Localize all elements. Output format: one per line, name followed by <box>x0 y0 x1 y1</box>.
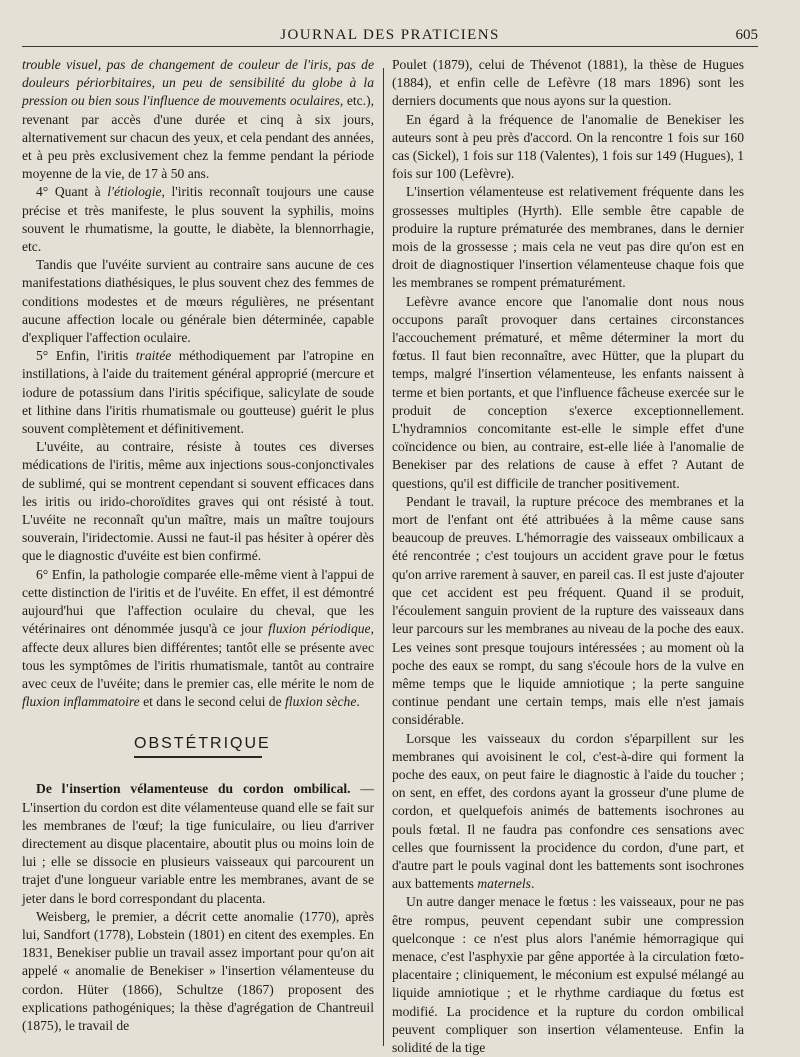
paragraph: Poulet (1879), celui de Thévenot (1881), la thèse de Hugues (1884), et enfin celle de Lefèvre (18 mars 1896) sont les derniers documents que nous ayons sur la question. <box>392 57 744 109</box>
paragraph: L'uvéite, au contraire, résiste à toutes ces diverses médications de l'iritis, même aux injections sous-conjonctivales de sublimé, qui se montrent cependant si souvent efficaces dans les iritis ou irido-choroïdites graves qui ont résisté à tout. L'uvéite ne reconnaît qu'un maître, mais un maître toujours souverain, l'iridectomie. Aussi ne faut-il pas hésiter à opérer dès que le diagnostic d'uvéite est bien confirmé. <box>22 439 374 564</box>
column-divider <box>383 68 384 1046</box>
text-run: , affecte deux allures bien différentes; tantôt elle se présente avec tous les symptômes de l'iritis rhumatismale, tantôt au contraire avec ceux de l'uvéite; dans le premier cas, elle mérite le nom de <box>22 621 374 691</box>
paragraph <box>22 780 374 907</box>
article-title: De l'insertion vélamenteuse du cordon ombilical. <box>36 781 351 797</box>
italic-text: traitée <box>135 348 172 364</box>
italic-text: trouble visuel, pas de changement de couleur de l'iris, pas de douleurs périorbitaires, un peu de sensibilité du globe à la pression ou bien sous l'influence de mouvements oculaires, <box>22 57 374 109</box>
text-run: 5° Enfin, l'iritis <box>36 348 136 364</box>
paragraph: L'insertion vélamenteuse est relativement fréquente dans les grossesses multiples (Hyrth). Elle semble être capable de produire la rupture prématurée des membranes, dans le dernier mois de la grossesse ; mais cela ne veut pas dire qu'on est en droit de diagnostiquer l'insertion vélamenteuse chaque fois que les membranes se rompent prématurément. <box>392 184 744 291</box>
italic-text: fluxion périodique <box>268 621 371 637</box>
text-columns <box>22 56 760 1057</box>
paragraph: Lefèvre avance encore que l'anomalie dont nous nous occupons paraît provoquer dans certaines circonstances l'accouchement prématuré, et même déterminer la mort du fœtus. Il faut bien reconnaître, avec Hütter, que la plupart du temps, malgré l'insertion vélamenteuse, les enfants naissent à terme et bien portants, et que l'influence fâcheuse exercée sur le produit de conception s'exerce exceptionnellement. L'hydramnios concomitante est-elle le simple effet d'une coïncidence ou bien, au contraire, est-elle liée à l'anomalie de Benekiser par des relations de cause à effet ? Autant de questions, qu'il est difficile de trancher positivement. <box>392 293 744 491</box>
text-run: Lorsque les vaisseaux du cordon s'éparpillent sur les membranes qui avoisinent le col, c'est-à-dire qui forment la poche des eaux, on peut faire le diagnostic à l'aide du toucher ; on sent, en effet, des cordons ayant la grosseur d'une plume de cordon, et quelquefois animés de battements isochrones au pouls fœtal. Il ne faudra pas confondre ces sensations avec celles que fournissent la procidence du cordon, d'une part, et d'autre part le pouls vaginal dont les battements sont isochrones aux battements <box>392 730 744 892</box>
right-column <box>392 56 744 1055</box>
text-run: . <box>356 694 360 710</box>
running-head <box>22 22 758 47</box>
text-run: . <box>530 876 535 892</box>
paragraph: Weisberg, le premier, a décrit cette anomalie (1770), après lui, Sandfort (1778), Lobstein (1801) en citent des exemples. En 1831, Benekiser publie un travail assez important pour qu'on ait appelé « anomalie de Benekiser » l'insertion vélamenteuse du cordon. Hüter (1866), Schultze (1867) proposent des explications pathogéniques; la thèse d'agrégation de Chantreuil (1875), le travail de <box>22 908 374 1033</box>
left-column <box>22 56 374 1046</box>
paragraph <box>22 566 374 712</box>
paragraph: Un autre danger menace le fœtus : les vaisseaux, pour ne pas être rompus, peuvent cependant subir une compression quelconque : ce n'est plus alors l'anémie hémorragique qui menace, c'est l'asphyxie par gêne apportée à la circulation fœto-placentaire ; cliniquement, le méconium est expulsé mélangé au liquide amniotique ; et le rhythme cardiaque du fœtus est modifié. La procidence et la rupture du cordon ombilical peuvent compliquer son insertion vélamenteuse. Enfin la solidité de la tige <box>392 894 744 1055</box>
text-run: 6° Enfin, la pathologie comparée elle-même vient à l'appui de cette distinction de l'iritis et de l'uvéite. En effet, il est démontré aujourd'hui que l'affection oculaire du cheval, que les vétérinaires ont dénommée jusqu'à ce jour <box>22 566 374 637</box>
paragraph: En égard à la fréquence de l'anomalie de Benekiser les auteurs sont à peu près d'accord. On la rencontre 1 fois sur 160 cas (Sickel), 1 fois sur 118 (Valentes), 1 fois sur 149 (Hugues), 1 fois sur 100 (Lefèvre). <box>392 111 744 182</box>
text-run: 4° Quant à <box>36 184 108 200</box>
paragraph <box>22 183 374 256</box>
text-run: et dans le second celui de <box>139 694 286 710</box>
section-heading: OBSTÉTRIQUE <box>134 735 262 758</box>
text-run: méthodiquement par l'atropine en instillations, à l'aide du traitement général approprié (mercure et iodure de potassium dans l'iritis spécifique, salicylate de soude et lithine dans l'iritis rhumatismale ou goutteuse) guérit le plus souvent complètement et définitivement. <box>22 348 374 437</box>
paragraph <box>392 730 744 894</box>
paragraph: Pendant le travail, la rupture précoce des membranes et la mort de l'enfant ont été attribuées à la même cause sans beaucoup de preuves. L'hémorragie des vaisseaux ombilicaux a été rencontrée ; c'est toujours un accident grave pour le fœtus qu'on arrive rarement à sauver, en pareil cas. Il est juste d'ajouter que cet accident est peu fréquent. Quand il se produit, l'écoulement sanguin provient de la rupture des vaisseaux dans leur parcours sur les membranes au niveau de la poche des eaux. Les veines sont presque toujours intéressées ; au moment où la poche des eaux se rompt, du sang s'écoule hors de la vulve en même temps que le liquide amniotique ; la perte sanguine continue pendant une certain temps, mais elle n'est jamais considérable. <box>392 493 744 728</box>
paragraph <box>22 347 374 438</box>
text-run: — L'insertion du cordon est dite vélamenteuse quand elle se fait sur les membranes de l'œuf; la tige funiculaire, ou lieu d'arriver directement au disque placentaire, aboutit plus ou moins loin de lui ; elle se dissocie en plusieurs vaisseaux qui parcourent un trajet d'une longueur variable entre les membranes, avant de se jeter dans le bord correspondant du placenta. <box>22 781 375 906</box>
page-number: 605 <box>735 27 758 43</box>
italic-text: fluxion inflammatoire <box>22 694 140 710</box>
text-run: etc.), revenant par accès d'une durée et cinq à six jours, alternativement sur chacun des yeux, et cela pendant des années, et à peu près exclusivement chez la femme pendant la période moyenne de la vie, de 17 à 50 ans. <box>22 93 374 182</box>
italic-text: maternels <box>477 876 531 892</box>
text-run: , l'iritis reconnaît toujours une cause précise et très manifeste, le plus souvent la syphilis, moins souvent le rhumatisme, la goutte, le diabète, la blennorrhagie, etc. <box>22 184 374 255</box>
journal-title: JOURNAL DES PRATICIENS <box>280 27 500 43</box>
italic-text: fluxion sèche <box>285 694 357 710</box>
paragraph <box>22 56 374 183</box>
italic-text: l'étiologie <box>107 184 162 200</box>
paragraph: Tandis que l'uvéite survient au contraire sans aucune de ces manifestations diathésiques, le plus souvent chez des femmes de conditions modestes et de mœurs régulières, ne présentant aucune affection locale ou générale bien déterminée, capable d'expliquer l'affection oculaire. <box>22 257 374 346</box>
